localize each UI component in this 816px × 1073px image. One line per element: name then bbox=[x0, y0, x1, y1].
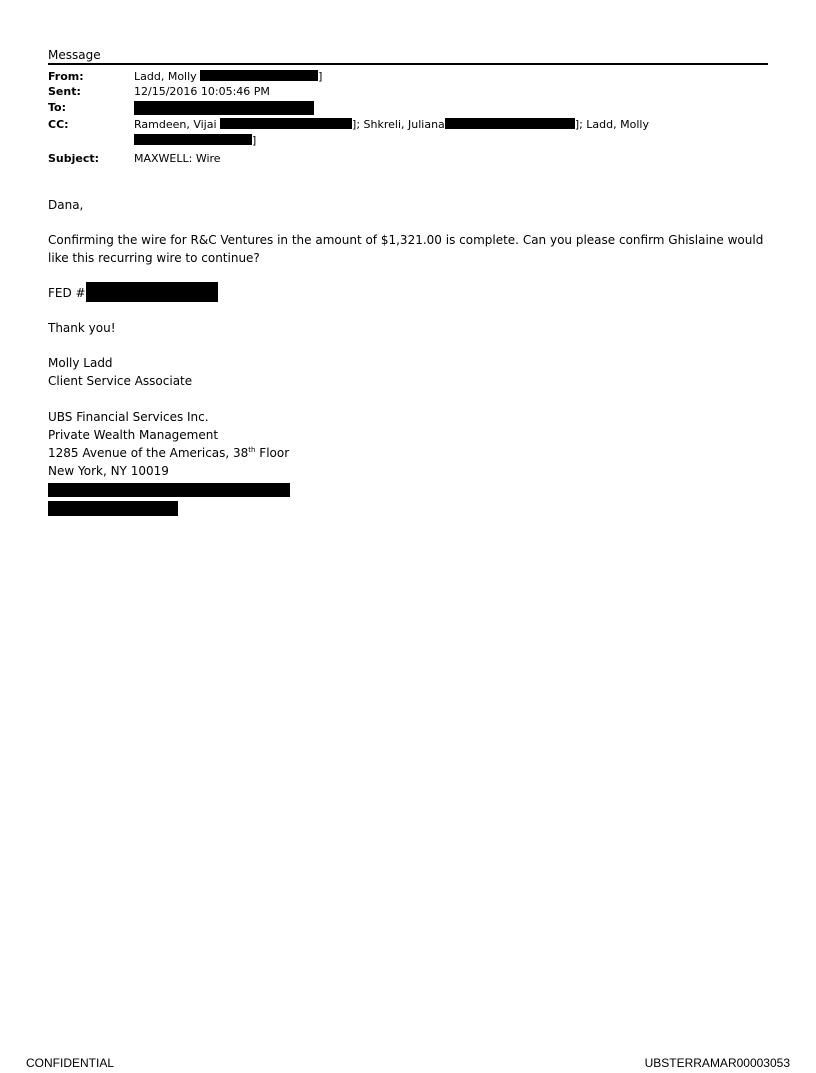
redaction-to-recipient bbox=[134, 101, 314, 115]
cc-name-3: ]; Ladd, Molly bbox=[574, 118, 649, 131]
address-floor: Floor bbox=[255, 446, 290, 460]
redaction-cc-email-2 bbox=[445, 118, 575, 129]
from-name: Ladd, Molly bbox=[134, 70, 197, 83]
confidential-footer: CONFIDENTIAL bbox=[26, 1056, 115, 1070]
body-paragraph-line-1: Confirming the wire for R&C Ventures in the amount of $1,321.00 is complete. Can you please confirm Ghislaine would bbox=[48, 233, 764, 247]
message-title: Message bbox=[48, 48, 101, 62]
cc-value bbox=[134, 118, 649, 131]
cc-label: CC: bbox=[48, 118, 69, 131]
address-line: 1285 Avenue of the Americas, 38 bbox=[48, 446, 249, 460]
sent-value: 12/15/2016 10:05:46 PM bbox=[134, 85, 270, 98]
greeting: Dana, bbox=[48, 198, 84, 212]
signature-name: Molly Ladd bbox=[48, 356, 113, 370]
cc-line2-suffix: ] bbox=[252, 134, 257, 147]
signature-address bbox=[48, 446, 289, 460]
subject-label: Subject: bbox=[48, 152, 100, 165]
body-paragraph-line-2: like this recurring wire to continue? bbox=[48, 251, 260, 265]
signature-division: Private Wealth Management bbox=[48, 428, 219, 442]
sent-label: Sent: bbox=[48, 85, 81, 98]
address-ordinal: th bbox=[248, 446, 256, 454]
from-suffix: ] bbox=[318, 70, 323, 83]
thanks-line: Thank you! bbox=[48, 321, 116, 335]
from-value bbox=[134, 70, 322, 83]
redaction-phone bbox=[48, 483, 290, 497]
signature-city: New York, NY 10019 bbox=[48, 464, 169, 478]
cc-value-line2 bbox=[134, 134, 256, 147]
signature-title: Client Service Associate bbox=[48, 374, 193, 388]
to-label: To: bbox=[48, 101, 66, 114]
redaction-from-email bbox=[200, 70, 318, 81]
redaction-cc-email-1 bbox=[220, 118, 352, 129]
cc-name-1: Ramdeen, Vijai bbox=[134, 118, 217, 131]
bates-number: UBSTERRAMAR00003053 bbox=[644, 1056, 790, 1070]
redaction-cc-email-3 bbox=[134, 134, 252, 145]
from-label: From: bbox=[48, 70, 84, 83]
redaction-contact bbox=[48, 501, 178, 516]
header-divider bbox=[48, 63, 768, 65]
fed-label: FED # bbox=[48, 286, 86, 300]
subject-value: MAXWELL: Wire bbox=[134, 152, 221, 165]
redaction-fed-number bbox=[86, 282, 218, 302]
cc-name-2: ]; Shkreli, Juliana bbox=[352, 118, 445, 131]
signature-company: UBS Financial Services Inc. bbox=[48, 410, 209, 424]
